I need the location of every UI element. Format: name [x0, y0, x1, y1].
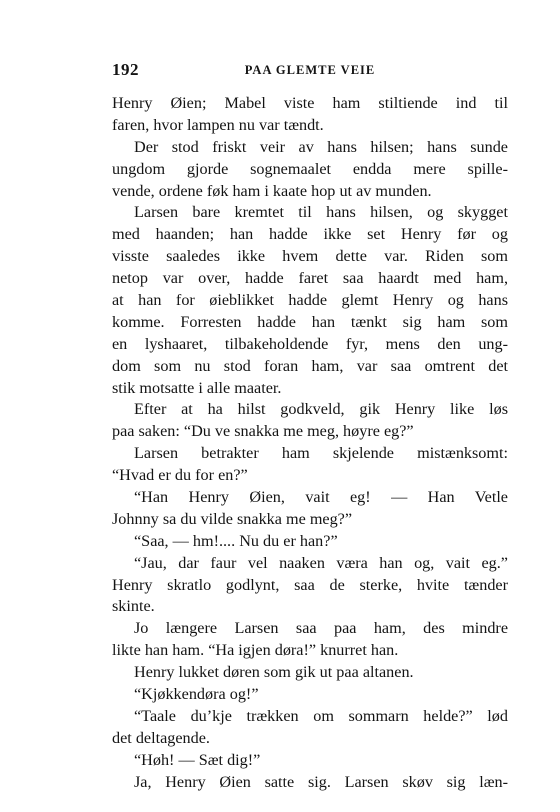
text-line: “Jau, dar faur vel naaken væra han og, vait eg.” — [134, 553, 508, 572]
text-line: Henry Øien; Mabel viste ham stiltiende ind til — [112, 94, 508, 112]
body-text — [112, 93, 508, 794]
text-line: paa saken: “Du ve snakka me meg, høyre eg?” — [112, 422, 414, 441]
text-line: med haanden; han hadde ikke set Henry før og — [112, 225, 508, 244]
text-line: vende, ordene føk ham i kaate hop ut av munden. — [112, 181, 432, 200]
text-line: netop var over, hadde faret saa haardt med ham, — [112, 269, 508, 288]
text-line: “Høh! — Sæt dig!” — [134, 750, 261, 769]
text-line: faren, hvor lampen nu var tændt. — [112, 115, 324, 134]
text-line: komme. Forresten hadde han tænkt sig ham som — [112, 312, 508, 331]
text-line: ungdom gjorde sognemaalet endda mere spille- — [112, 159, 508, 178]
text-line: at han for øieblikket hadde glemt Henry og hans — [112, 291, 508, 310]
text-line: stik motsatte i alle maater. — [112, 378, 282, 397]
text-line: Efter at ha hilst godkveld, gik Henry like løs — [134, 400, 508, 419]
text-line: det deltagende. — [112, 728, 210, 747]
text-line: Henry lukket døren som gik ut paa altanen. — [134, 663, 414, 682]
text-line: Larsen betrakter ham skjelende mistænksomt: — [134, 444, 508, 463]
text-line: dom som nu stod foran ham, var saa omtrent det — [112, 356, 508, 375]
page-number: 192 — [112, 60, 139, 79]
text-line: Henry skratlo godlynt, saa de sterke, hvite tænder — [112, 575, 508, 594]
page-header — [112, 60, 508, 84]
text-line: likte han ham. “Ha igjen døra!” knurret han. — [112, 641, 399, 660]
text-line: Larsen bare kremtet til hans hilsen, og skygget — [134, 203, 508, 222]
text-line: “Han Henry Øien, vait eg! — Han Vetle — [134, 488, 508, 507]
text-line: Jo længere Larsen saa paa ham, des mindre — [134, 619, 508, 638]
text-line: Der stod friskt veir av hans hilsen; hans sunde — [134, 137, 508, 156]
text-line: skinte. — [112, 597, 155, 616]
text-line: visste saaledes ikke hvem dette var. Riden som — [112, 247, 508, 266]
running-title: PAA GLEMTE VEIE — [244, 63, 376, 77]
text-line: Ja, Henry Øien satte sig. Larsen skøv sig læn- — [134, 772, 508, 791]
text-line: “Hvad er du for en?” — [112, 466, 248, 485]
text-line: “Saa, — hm!.... Nu du er han?” — [134, 531, 338, 550]
text-line: “Kjøkkendøra og!” — [134, 685, 259, 704]
text-line: en lyshaaret, tilbakeholdende fyr, mens den ung- — [112, 334, 508, 353]
text-line: Johnny sa du vilde snakka me meg?” — [112, 509, 353, 528]
text-line: “Taale du’kje trækken om sommarn helde?” lød — [134, 706, 508, 725]
